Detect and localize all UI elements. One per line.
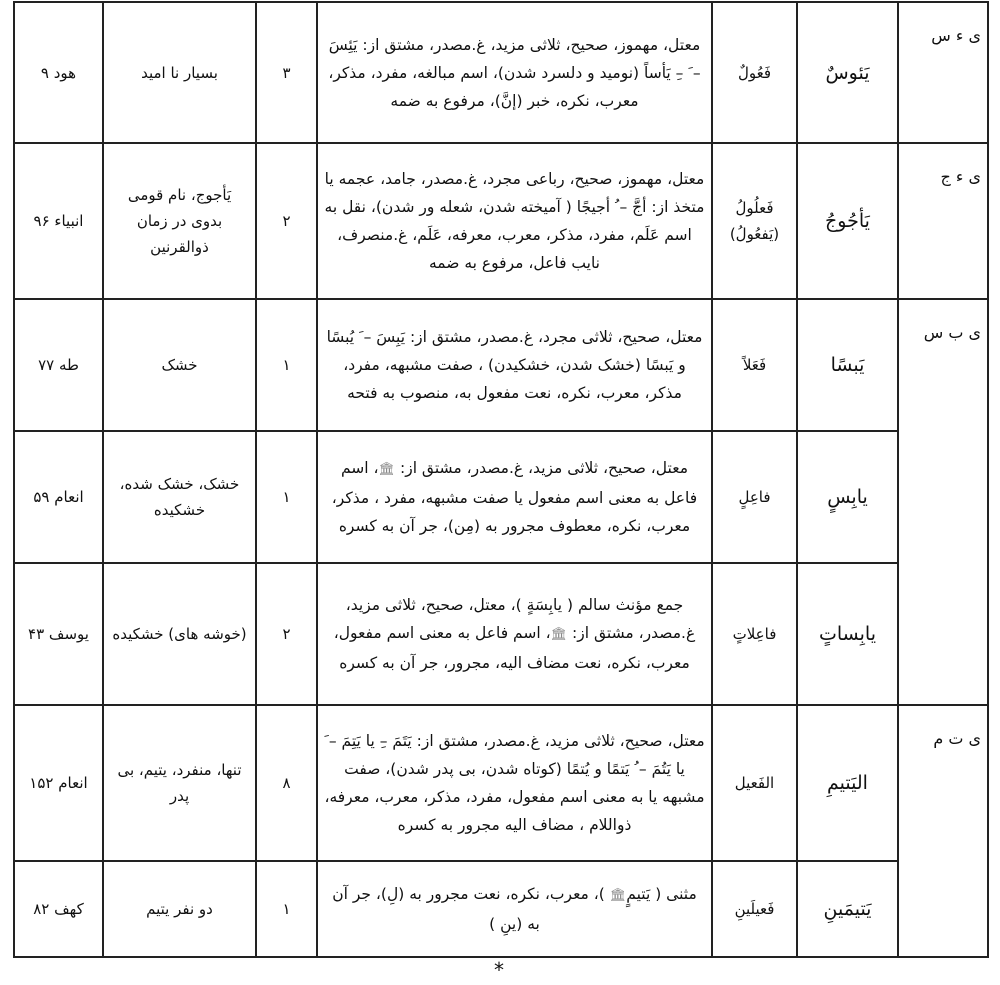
reference-cell: انعام ۱۵۲ bbox=[14, 705, 103, 861]
reference-cell: کهف ۸۲ bbox=[14, 861, 103, 957]
count-cell: ۱ bbox=[256, 431, 317, 563]
meaning-cell: بسیار نا امید bbox=[103, 2, 256, 143]
count-cell: ۳ bbox=[256, 2, 317, 143]
pattern-cell: فَعُولٌ bbox=[712, 2, 797, 143]
description-text: معتل، صحیح، ثلاثی مزید، غ.مصدر، مشتق از: bbox=[399, 459, 688, 477]
root-letters: ی ء ج bbox=[940, 167, 981, 186]
pattern-cell: فَعلُولُ (یَفعُولُ) bbox=[712, 143, 797, 299]
word-analysis-table bbox=[13, 1, 989, 958]
description-cell bbox=[317, 563, 712, 705]
meaning-cell: دو نفر یتیم bbox=[103, 861, 256, 957]
description-text: ، اسم فاعل به معنی اسم مفعول یا صفت مشبهه، مفرد ، مذکر، معرب، نکره، معطوف مجرور به (مِن)، جر آن به کسره bbox=[331, 459, 698, 535]
root-cell bbox=[898, 299, 988, 705]
count-cell: ۱ bbox=[256, 861, 317, 957]
pattern-cell: الفَعیل bbox=[712, 705, 797, 861]
description-text: ، اسم فاعل به معنی اسم مفعول، معرب، نکره، نعت مضاف الیه، مجرور، جر آن به کسره bbox=[333, 624, 690, 672]
description-cell: معتل، صحیح، ثلاثی مجرد، غ.مصدر، مشتق از: یَبِسَ – َ یُبسًا و یَبسًا (خشک شدن، خشکیدن) ، صفت مشبهه، مفرد، مذکر، معرب، نکره، نعت مفعول به، منصوب به فتحه bbox=[317, 299, 712, 431]
reference-symbol-icon: 🏛 bbox=[609, 888, 627, 903]
meaning-cell: یَأجوج، نام قومی بدوی در زمان ذوالقرنین bbox=[103, 143, 256, 299]
root-letters: ی ب س bbox=[923, 323, 981, 342]
count-cell: ۸ bbox=[256, 705, 317, 861]
table-row bbox=[14, 563, 988, 705]
root-cell bbox=[898, 705, 988, 957]
table-row bbox=[14, 431, 988, 563]
word-cell: یَأجُوجُ bbox=[797, 143, 898, 299]
table-row bbox=[14, 705, 988, 861]
word-cell: یَتیمَینِ bbox=[797, 861, 898, 957]
description-cell: معتل، صحیح، ثلاثی مزید، غ.مصدر، مشتق از: یَتَمَ –ِ یا یَتِمَ – َ یا یَتُمَ – ُ یَتمًا و یُتمًا (کوتاه شدن، بی پدر شدن)، صفت مشبهه یا به معنی اسم مفعول، مفرد، مذکر، معرب، معرفه، ذواللام ، مضاف الیه مجرور به کسره bbox=[317, 705, 712, 861]
reference-cell: طه ۷۷ bbox=[14, 299, 103, 431]
root-letters: ی ء س bbox=[931, 26, 981, 45]
word-cell: یابِساتٍ bbox=[797, 563, 898, 705]
reference-cell: انعام ۵۹ bbox=[14, 431, 103, 563]
count-cell: ۲ bbox=[256, 143, 317, 299]
table-row bbox=[14, 2, 988, 143]
table-row bbox=[14, 861, 988, 957]
description-text: جمع مؤنث سالم ( یابِسَةٍ )، معتل، صحیح، ثلاثی مزید، غ.مصدر، مشتق از: bbox=[345, 596, 696, 642]
count-cell: ۲ bbox=[256, 563, 317, 705]
description-cell: معتل، مهموز، صحیح، رباعی مجرد، غ.مصدر، جامد، عجمه یا متخذ از: أجَّ – ُ أجیجًا ( آمیخته شدن، شعله ور شدن)، نقل به اسم عَلَم، مفرد، مذکر، معرب، معرفه، عَلَم، غ.منصرف، نایب فاعل، مرفوع به ضمه bbox=[317, 143, 712, 299]
description-text: )، معرب، نکره، نعت مجرور به (لِ)، جر آن به (ینِ ) bbox=[332, 885, 610, 933]
footnote-marker: * bbox=[494, 958, 504, 982]
meaning-cell: (خوشه های) خشکیده bbox=[103, 563, 256, 705]
word-cell: یابِسٍ bbox=[797, 431, 898, 563]
root-cell bbox=[898, 2, 988, 143]
description-text: مثنی ( یَتیمٍ bbox=[626, 885, 697, 903]
reference-symbol-icon: 🏛 bbox=[378, 462, 396, 477]
meaning-cell: خشک bbox=[103, 299, 256, 431]
reference-symbol-icon: 🏛 bbox=[550, 627, 568, 642]
meaning-cell: خشک، خشک شده، خشکیده bbox=[103, 431, 256, 563]
meaning-cell: تنها، منفرد، یتیم، بی پدر bbox=[103, 705, 256, 861]
count-cell: ۱ bbox=[256, 299, 317, 431]
pattern-cell: فاعِلٍ bbox=[712, 431, 797, 563]
pattern-cell: فاعِلاتٍ bbox=[712, 563, 797, 705]
word-cell: یَئوسٌ bbox=[797, 2, 898, 143]
table-row bbox=[14, 299, 988, 431]
root-letters: ی ت م bbox=[933, 729, 981, 748]
word-cell: الیَتیمِ bbox=[797, 705, 898, 861]
description-cell bbox=[317, 431, 712, 563]
description-cell: معتل، مهموز، صحیح، ثلاثی مزید، غ.مصدر، مشتق از: یَئِسَ – َ –ِ یَأساً (نومید و دلسرد شدن)، اسم مبالغه، مفرد، مذکر، معرب، نکره، خبر (إنَّ)، مرفوع به ضمه bbox=[317, 2, 712, 143]
table-row bbox=[14, 143, 988, 299]
pattern-cell: فَعَلاً bbox=[712, 299, 797, 431]
word-cell: یَبسًا bbox=[797, 299, 898, 431]
description-cell bbox=[317, 861, 712, 957]
reference-cell: هود ۹ bbox=[14, 2, 103, 143]
pattern-cell: فَعیلَینِ bbox=[712, 861, 797, 957]
reference-cell: انبیاء ۹۶ bbox=[14, 143, 103, 299]
root-cell bbox=[898, 143, 988, 299]
reference-cell: یوسف ۴۳ bbox=[14, 563, 103, 705]
